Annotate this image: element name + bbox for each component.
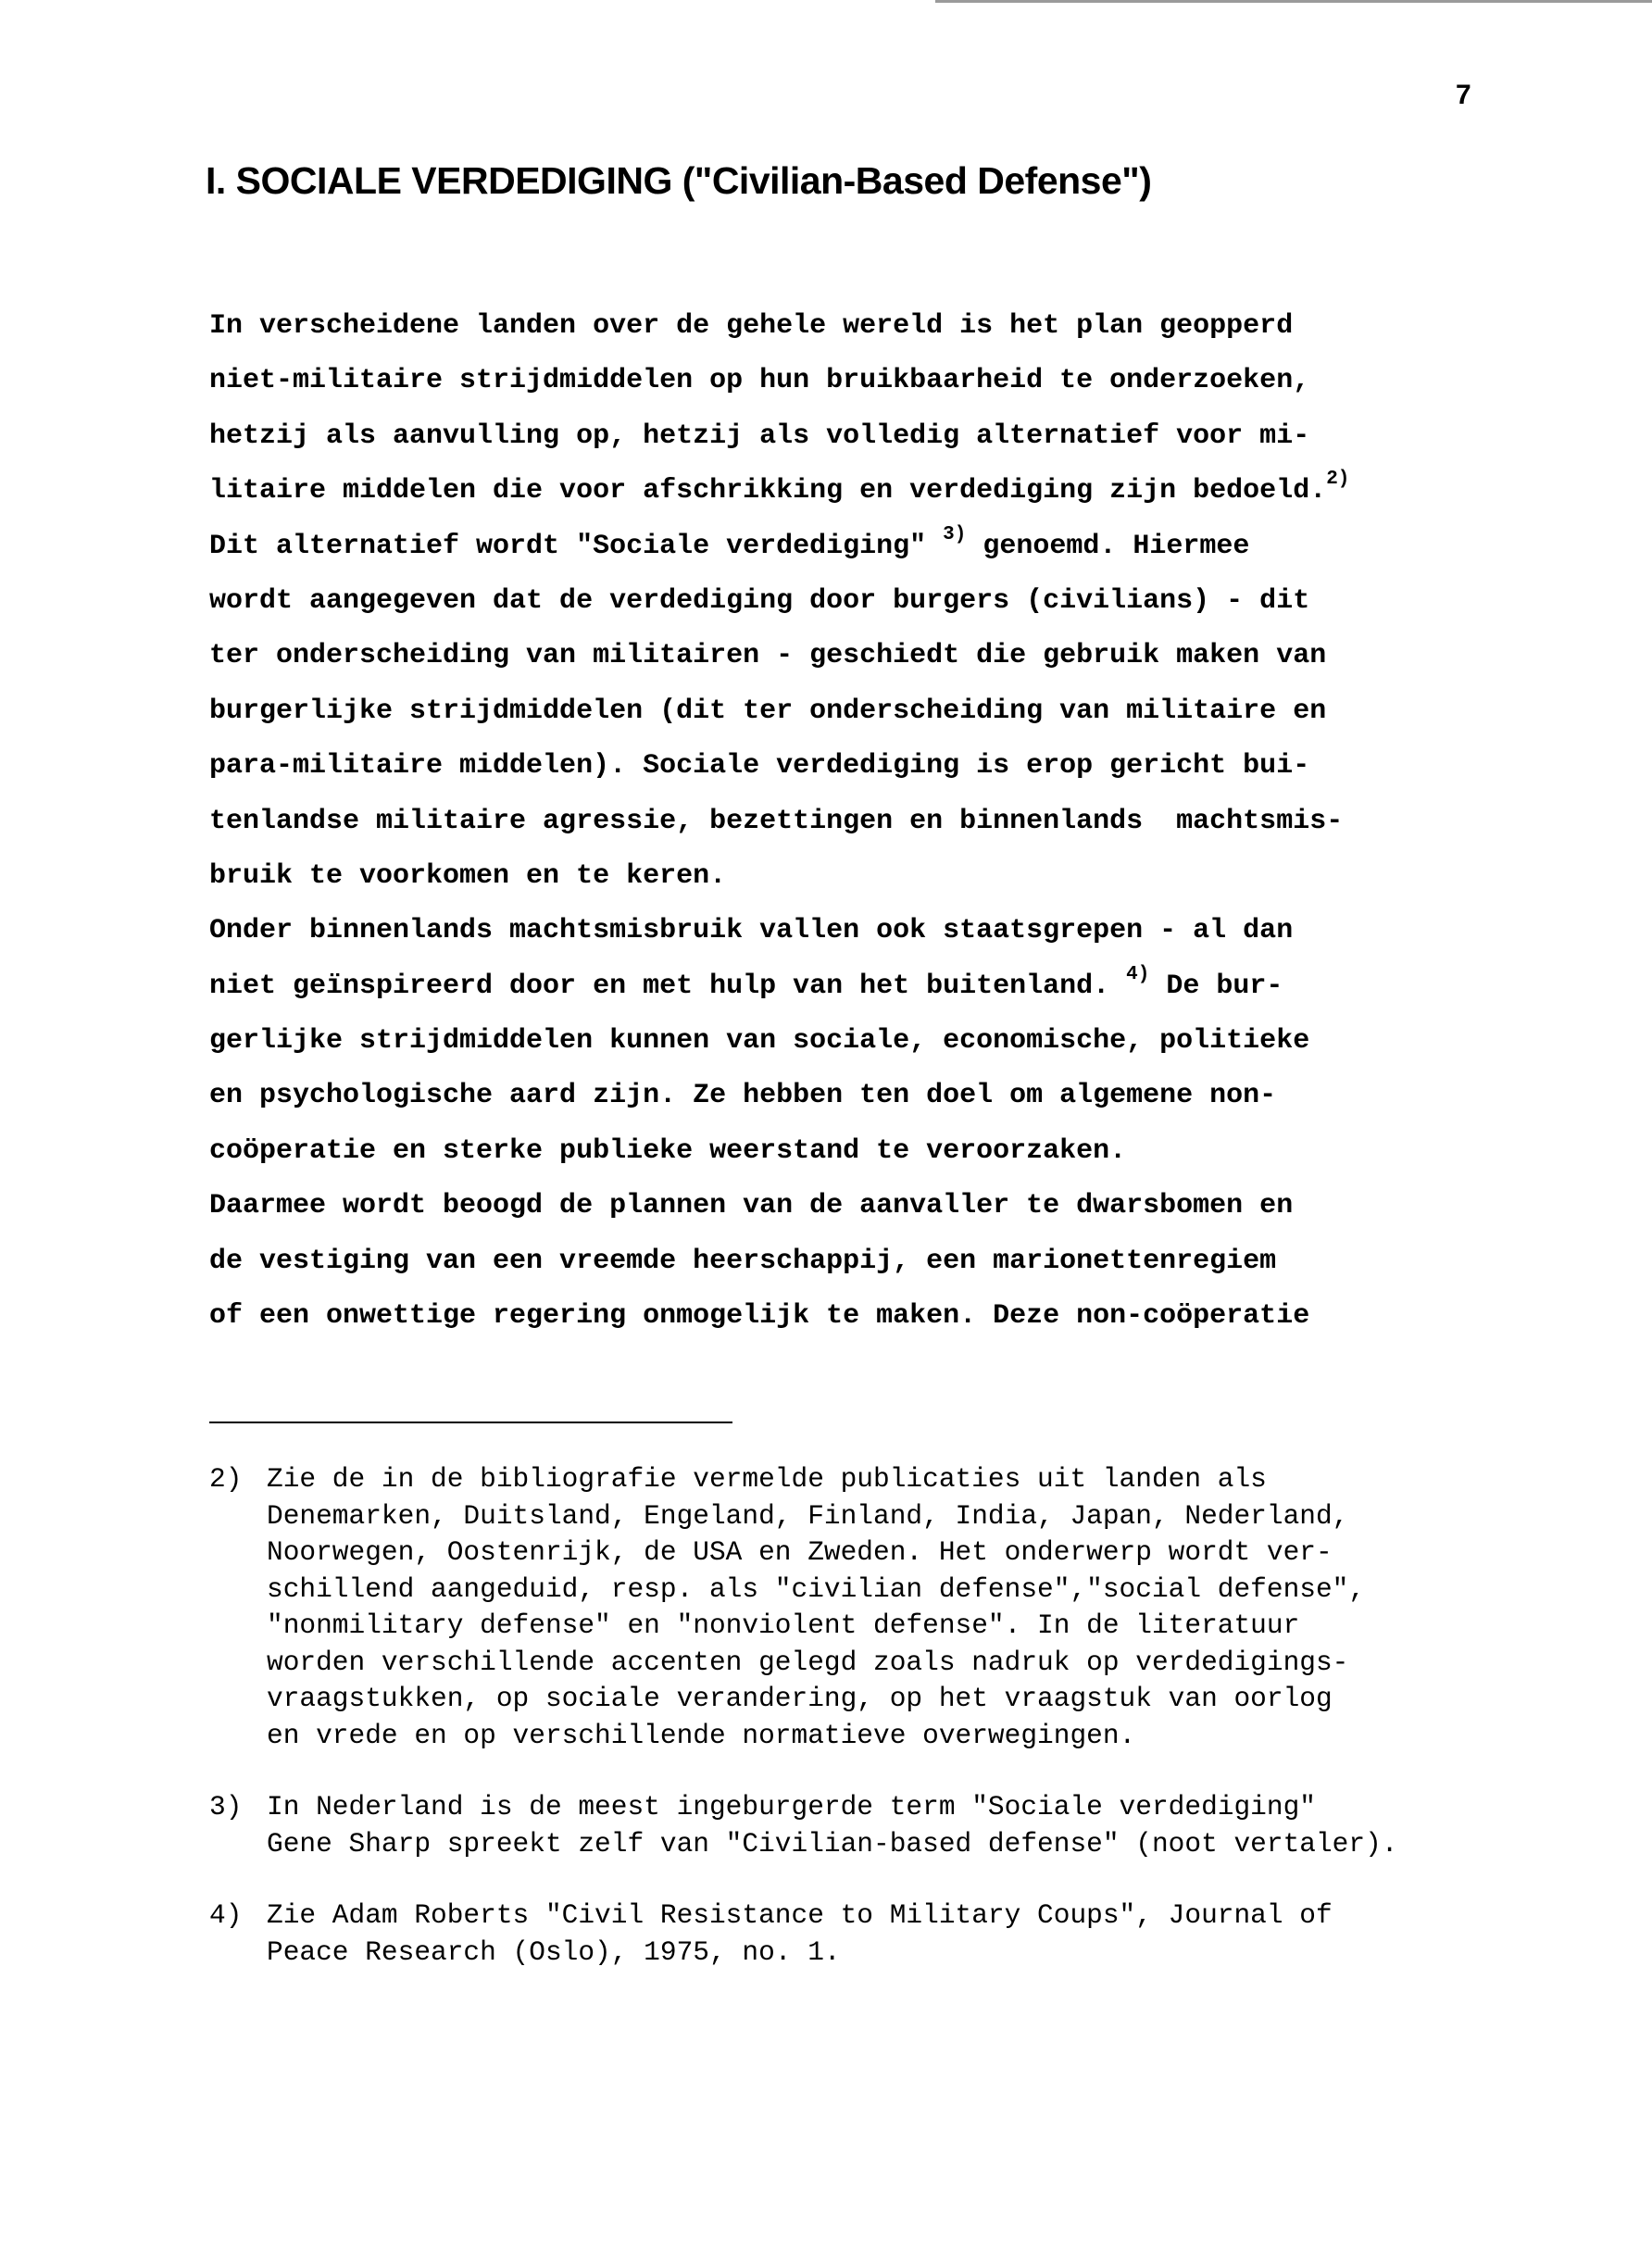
body-line [209,520,1487,574]
body-line [209,739,1487,794]
body-line [209,629,1487,683]
footnote-line: vraagstukken, op sociale verandering, op het vraagstuk van oorlog [267,1683,1333,1714]
body-line-text: burgerlijke strijdmiddelen (dit ter onderscheiding van militaire en [209,695,1327,727]
footnote [209,1898,1524,1971]
footnote-line: Zie de in de bibliografie vermelde publicaties uit landen als [267,1463,1267,1495]
footnote-marker: 4) [209,1899,243,1931]
body-line-text-continued: genoemd. Hiermee [966,530,1250,562]
body-line [209,1179,1487,1234]
body-line-text: para-militaire middelen). Sociale verdediging is erop gericht bui- [209,750,1310,783]
page-number: 7 [1456,80,1471,110]
body-line-text: litaire middelen die voor afschrikking en verdediging zijn bedoeld. [209,475,1327,507]
body-line-text: coöperatie en sterke publieke weerstand te veroorzaken. [209,1134,1127,1167]
body-line-text: niet geïnspireerd door en met hulp van het buitenland. [209,970,1127,1002]
footnote-marker: 2) [209,1463,243,1495]
body-line-text: bruik te voorkomen en te keren. [209,859,727,892]
body-line-text: wordt aangegeven dat de verdediging door burgers (civilians) - dit [209,584,1310,617]
footnote-line: en vrede en op verschillende normatieve overwegingen. [267,1719,1136,1751]
footnote-separator [209,1422,732,1423]
footnote-text [267,1789,1524,1862]
body-line-text: Onder binnenlands machtsmisbruik vallen ook staatsgrepen - al dan [209,915,1294,947]
footnote-line: In Nederland is de meest ingeburgerde term "Sociale verdediging" [267,1791,1316,1822]
body-line [209,464,1487,519]
footnote-text [267,1461,1524,1754]
body-line [209,795,1487,849]
body-line-text: niet-militaire strijdmiddelen op hun bruikbaarheid te onderzoeken, [209,365,1310,397]
body-line-text: en psychologische aard zijn. Ze hebben ten doel om algemene non- [209,1080,1277,1112]
body-line [209,959,1487,1014]
top-edge-rule [935,0,1652,3]
body-line [209,409,1487,464]
body-line [209,849,1487,904]
body-line-text: In verscheidene landen over de gehele wereld is het plan geopperd [209,310,1294,342]
footnote-line: Gene Sharp spreekt zelf van "Civilian-based defense" (noot vertaler). [267,1827,1398,1860]
body-line [209,1289,1487,1344]
body-line-text: tenlandse militaire agressie, bezettingen en binnenlands machtsmis- [209,805,1344,837]
footnote-line: "nonmilitary defense" en "nonviolent defense". In de literatuur [267,1609,1300,1641]
body-line-text: hetzij als aanvulling op, hetzij als volledig alternatief voor mi- [209,420,1310,452]
footnote-line: Noorwegen, Oostenrijk, de USA en Zweden. Het onderwerp wordt ver- [267,1536,1333,1568]
body-line-text: ter onderscheiding van militairen - geschiedt die gebruik maken van [209,640,1327,672]
footnote-marker: 3) [209,1791,243,1822]
footnote-reference: 4) [1126,963,1150,985]
footnote-line: Zie Adam Roberts "Civil Resistance to Military Coups", Journal of [267,1899,1333,1931]
body-line-text: de vestiging van een vreemde heerschappij, een marionettenregiem [209,1245,1277,1277]
body-line-text: Daarmee wordt beoogd de plannen van de aanvaller te dwarsbomen en [209,1190,1294,1222]
footnote-text [267,1898,1524,1971]
chapter-title: I. SOCIALE VERDEDIGING ("Civilian-Based Defense") [206,159,1152,202]
body-line-text: gerlijke strijdmiddelen kunnen van sociale, economische, politieke [209,1025,1310,1058]
footnote-reference: 2) [1326,469,1350,491]
body-text [209,299,1487,1344]
body-line [209,1069,1487,1123]
body-line [209,574,1487,629]
footnote-line: schillend aangeduid, resp. als "civilian defense","social defense", [267,1572,1366,1605]
body-line [209,904,1487,958]
body-line [209,299,1487,354]
footnotes [209,1461,1524,2006]
body-line [209,1014,1487,1069]
footnote [209,1789,1524,1862]
footnote-line: Denemarken, Duitsland, Engeland, Finland, India, Japan, Nederland, [267,1499,1349,1532]
footnote-line: worden verschillende accenten gelegd zoals nadruk op verdedigings- [267,1646,1349,1678]
footnote-reference: 3) [943,523,967,545]
body-line-text: Dit alternatief wordt "Sociale verdediging" [209,530,944,562]
body-line-text: of een onwettige regering onmogelijk te maken. Deze non-coöperatie [209,1300,1310,1333]
body-line-text-continued: De bur- [1149,970,1283,1002]
body-line [209,684,1487,739]
body-line [209,354,1487,408]
body-line [209,1124,1487,1179]
body-line [209,1234,1487,1289]
footnote [209,1461,1524,1754]
footnote-line: Peace Research (Oslo), 1975, no. 1. [267,1935,841,1968]
